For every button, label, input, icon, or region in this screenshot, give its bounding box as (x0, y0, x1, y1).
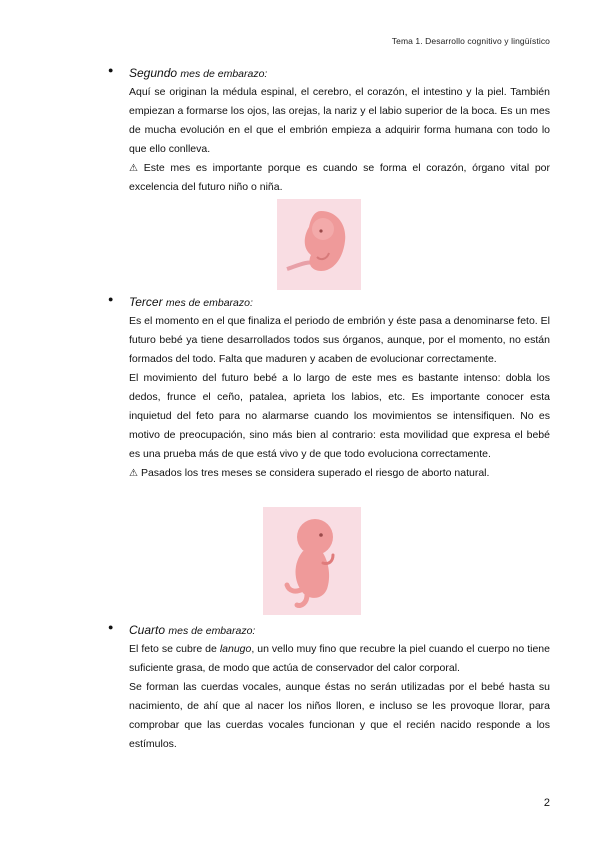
paragraph (129, 640, 550, 678)
page-number: 2 (543, 797, 550, 809)
section-third-month (110, 293, 550, 483)
text-run: , un vello muy fino que recubre la piel cuando el cuerpo no tiene suficiente grasa, de modo que actúa de conservador del calor corporal. (129, 643, 550, 674)
section-second-month (110, 64, 550, 197)
emphasized-term: lanugo (219, 643, 252, 655)
fetus-icon (263, 507, 361, 615)
heading-subtitle: mes de embarazo: (165, 297, 253, 309)
section-fourth-month (110, 621, 550, 754)
heading-title: Segundo (129, 66, 178, 80)
warning-triangle-icon: ⚠ (129, 163, 141, 174)
section-heading (129, 621, 550, 640)
heading-title: Cuarto (129, 623, 166, 637)
bullet-icon: ● (108, 622, 114, 632)
warning-text: Pasados los tres meses se considera superado el riesgo de aborto natural. (140, 467, 490, 479)
bullet-icon: ● (108, 65, 114, 75)
warning-triangle-icon: ⚠ (129, 468, 138, 479)
bullet-icon: ● (108, 294, 114, 304)
section-heading (129, 64, 550, 83)
warning-paragraph (129, 464, 550, 483)
section-heading (129, 293, 550, 312)
heading-title: Tercer (129, 295, 163, 309)
embryo-image-second-month (277, 199, 361, 290)
warning-text: Este mes es importante porque es cuando se forma el corazón, órgano vital por excelencia del futuro niño o niña. (129, 162, 550, 193)
section-body (129, 312, 550, 483)
heading-subtitle: mes de embarazo: (180, 68, 268, 80)
paragraph: El movimiento del futuro bebé a lo largo de este mes es bastante intenso: dobla los dedos, frunce el ceño, patalea, aprieta los labios, etc. Es importante conocer esta inquietud del feto para no alarmarse cuando los movimientos se intensifiquen. No es motivo de preocupación, sino más bien al contrario: esta movilidad que expresa el bebé es una prueba más de que está vivo y de que todo evoluciona correctamente. (129, 372, 550, 460)
page-header: Tema 1. Desarrollo cognitivo y lingüístico (391, 36, 550, 46)
heading-subtitle: mes de embarazo: (168, 625, 256, 637)
section-body (129, 83, 550, 197)
section-body (129, 640, 550, 754)
paragraph: Aquí se originan la médula espinal, el cerebro, el corazón, el intestino y la piel. También empiezan a formarse los ojos, las orejas, la nariz y el labio superior de la boca. Es un mes de mucha evolución en el que el embrión empieza a adquirir forma humana con todo lo que ello conlleva. (129, 86, 550, 155)
text-run: El feto se cubre de (129, 643, 220, 655)
warning-paragraph (129, 159, 550, 197)
embryo-icon (277, 199, 361, 290)
paragraph: Es el momento en el que finaliza el periodo de embrión y éste pasa a denominarse feto. El futuro bebé ya tiene desarrollados todos sus órganos, aunque, por el momento, no están formados del todo. Falta que maduren y acaben de evolucionar correctamente. (129, 315, 550, 365)
paragraph: Se forman las cuerdas vocales, aunque éstas no serán utilizadas por el bebé hasta su nacimiento, de ahí que al nacer los niños lloren, e incluso se les provoque llorar, para comprobar que las cuerdas vocales funcionan y que el recién nacido responde a los estímulos. (129, 681, 550, 750)
fetus-image-third-month (263, 507, 361, 615)
